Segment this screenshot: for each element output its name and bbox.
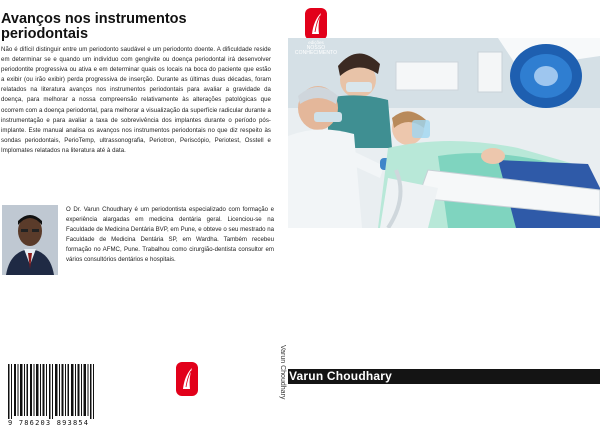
front-author-name: Varun Choudhary <box>289 369 393 383</box>
author-photo <box>2 205 58 275</box>
book-title: Avanços nos instrumentos periodontais <box>1 11 187 42</box>
front-cover <box>288 0 600 435</box>
publisher-line-1: edições <box>308 40 324 45</box>
isbn-number: 9 786203 893854 <box>8 419 106 427</box>
cover-photo <box>288 38 600 228</box>
spine-author: Varun Choudhary <box>279 345 286 400</box>
author-biography: O Dr. Varun Choudhary é um periodontista especializado com formação e experiência alargadas em medicina dentária geral. Licenciou-se na Faculdade de Medicina Dentária BVP, em Pune, e obteve o seu mestrado na Faculdade de Medicina Dentária SP, em Wardha. Também recebeu formação no AFMC, Pune. Trabalhou como cirurgião-dentista consultor em vários consultórios dentários e hospitais. <box>66 206 274 264</box>
publisher-logo-icon <box>176 362 198 396</box>
publisher-imprint <box>288 40 344 57</box>
book-description: Não é difícil distinguir entre um periodonto saudável e um periodonto doente. A dificuldade reside em determinar se e quando um indivíduo com gengivite ou doença periodontal irá desenvolver periodontite progressiva ou ativa e em determinar quais os locais na boca do paciente que estão a exibir (ou irão exibir) perda progressiva de inserção. Durante as últimas duas décadas, foram relatados na literatura avanços nos instrumentos periodontais para avaliar a gravidade da doença, para melhorar a nossa compreensão relativamente às alterações patológicas que ocorrem com a doença periodontal, para melhorar a visualização da superfície radicular durante a instrumentação e para avaliar a taxa de sobrevivência dos implantes durante o período pós-implante. Este manual analisa os avanços nos instrumentos periodontais no que diz respeito às sondas periodontais, PerioTemp, ultrassonografia, Periotron, Periscópio, Periotest, Osstell e Implomates relatados na literatura até à data. <box>1 46 271 154</box>
publisher-line-2: NOSSO CONHECIMENTO <box>294 44 338 56</box>
publisher-logo-icon <box>305 8 327 40</box>
back-cover <box>0 0 278 435</box>
author-banner <box>288 369 600 384</box>
